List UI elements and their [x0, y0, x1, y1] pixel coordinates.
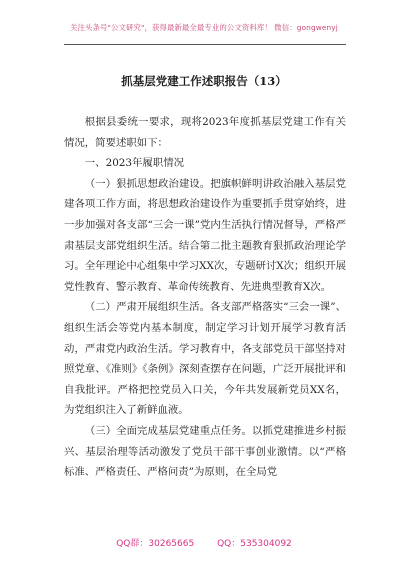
promo-banner: 关注头条号"公文研究"，获得最新最全最专业的公文资料库！ 微信：gongwenyj	[70, 23, 338, 32]
document-title: 抓基层党建工作述职报告（13）	[121, 74, 287, 88]
header-divider	[64, 44, 346, 45]
section-heading: 一、2023年履职情况	[84, 157, 184, 170]
document-body	[64, 112, 346, 483]
body-paragraph: （三）全面完成基层党建重点任务。以抓党建推进乡村振兴、基层治理等活动激发了党员干部干事创业激情。以“严格标准、严格责任、严格问责”为原则，在全局党	[64, 424, 346, 479]
qq-group-label: QQ群：30265665	[116, 539, 195, 549]
body-paragraph: （一）狠抓思想政治建设。把旗帜鲜明讲政治融入基层党建各项工作方面，将思想政治建设作为重要抓手贯穿始终，进一步加强对各支部“三会一课”党内生活执行情况督导，严格严肃基层支部党组织生活。结合第二批主题教育狠抓政治理论学习。全年理论中心组集中学习XX次，专题研讨X次；组织开展党性教育、警示教育、革命传统教育、先进典型教育X次。	[64, 177, 346, 293]
contact-footer	[0, 536, 408, 549]
qq-contact-label: QQ：535304092	[217, 539, 292, 549]
body-paragraph: （二）严肃开展组织生活。各支部严格落实“三会一课”、组织生活会等党内基本制度，制定学习计划开展学习教育活动，严肃党内政治生活。学习教育中，各支部党员干部坚持对照党章、《准则》《条例》深刻查摆存在问题，广泛开展批评和自我批评。严格把控党员入口关，今年共发展新党员XX名，为党组织注入了新鲜血液。	[64, 301, 346, 417]
intro-paragraph: 根据县委统一要求，现将2023年度抓基层党建工作有关情况，简要述职如下：	[64, 116, 346, 149]
